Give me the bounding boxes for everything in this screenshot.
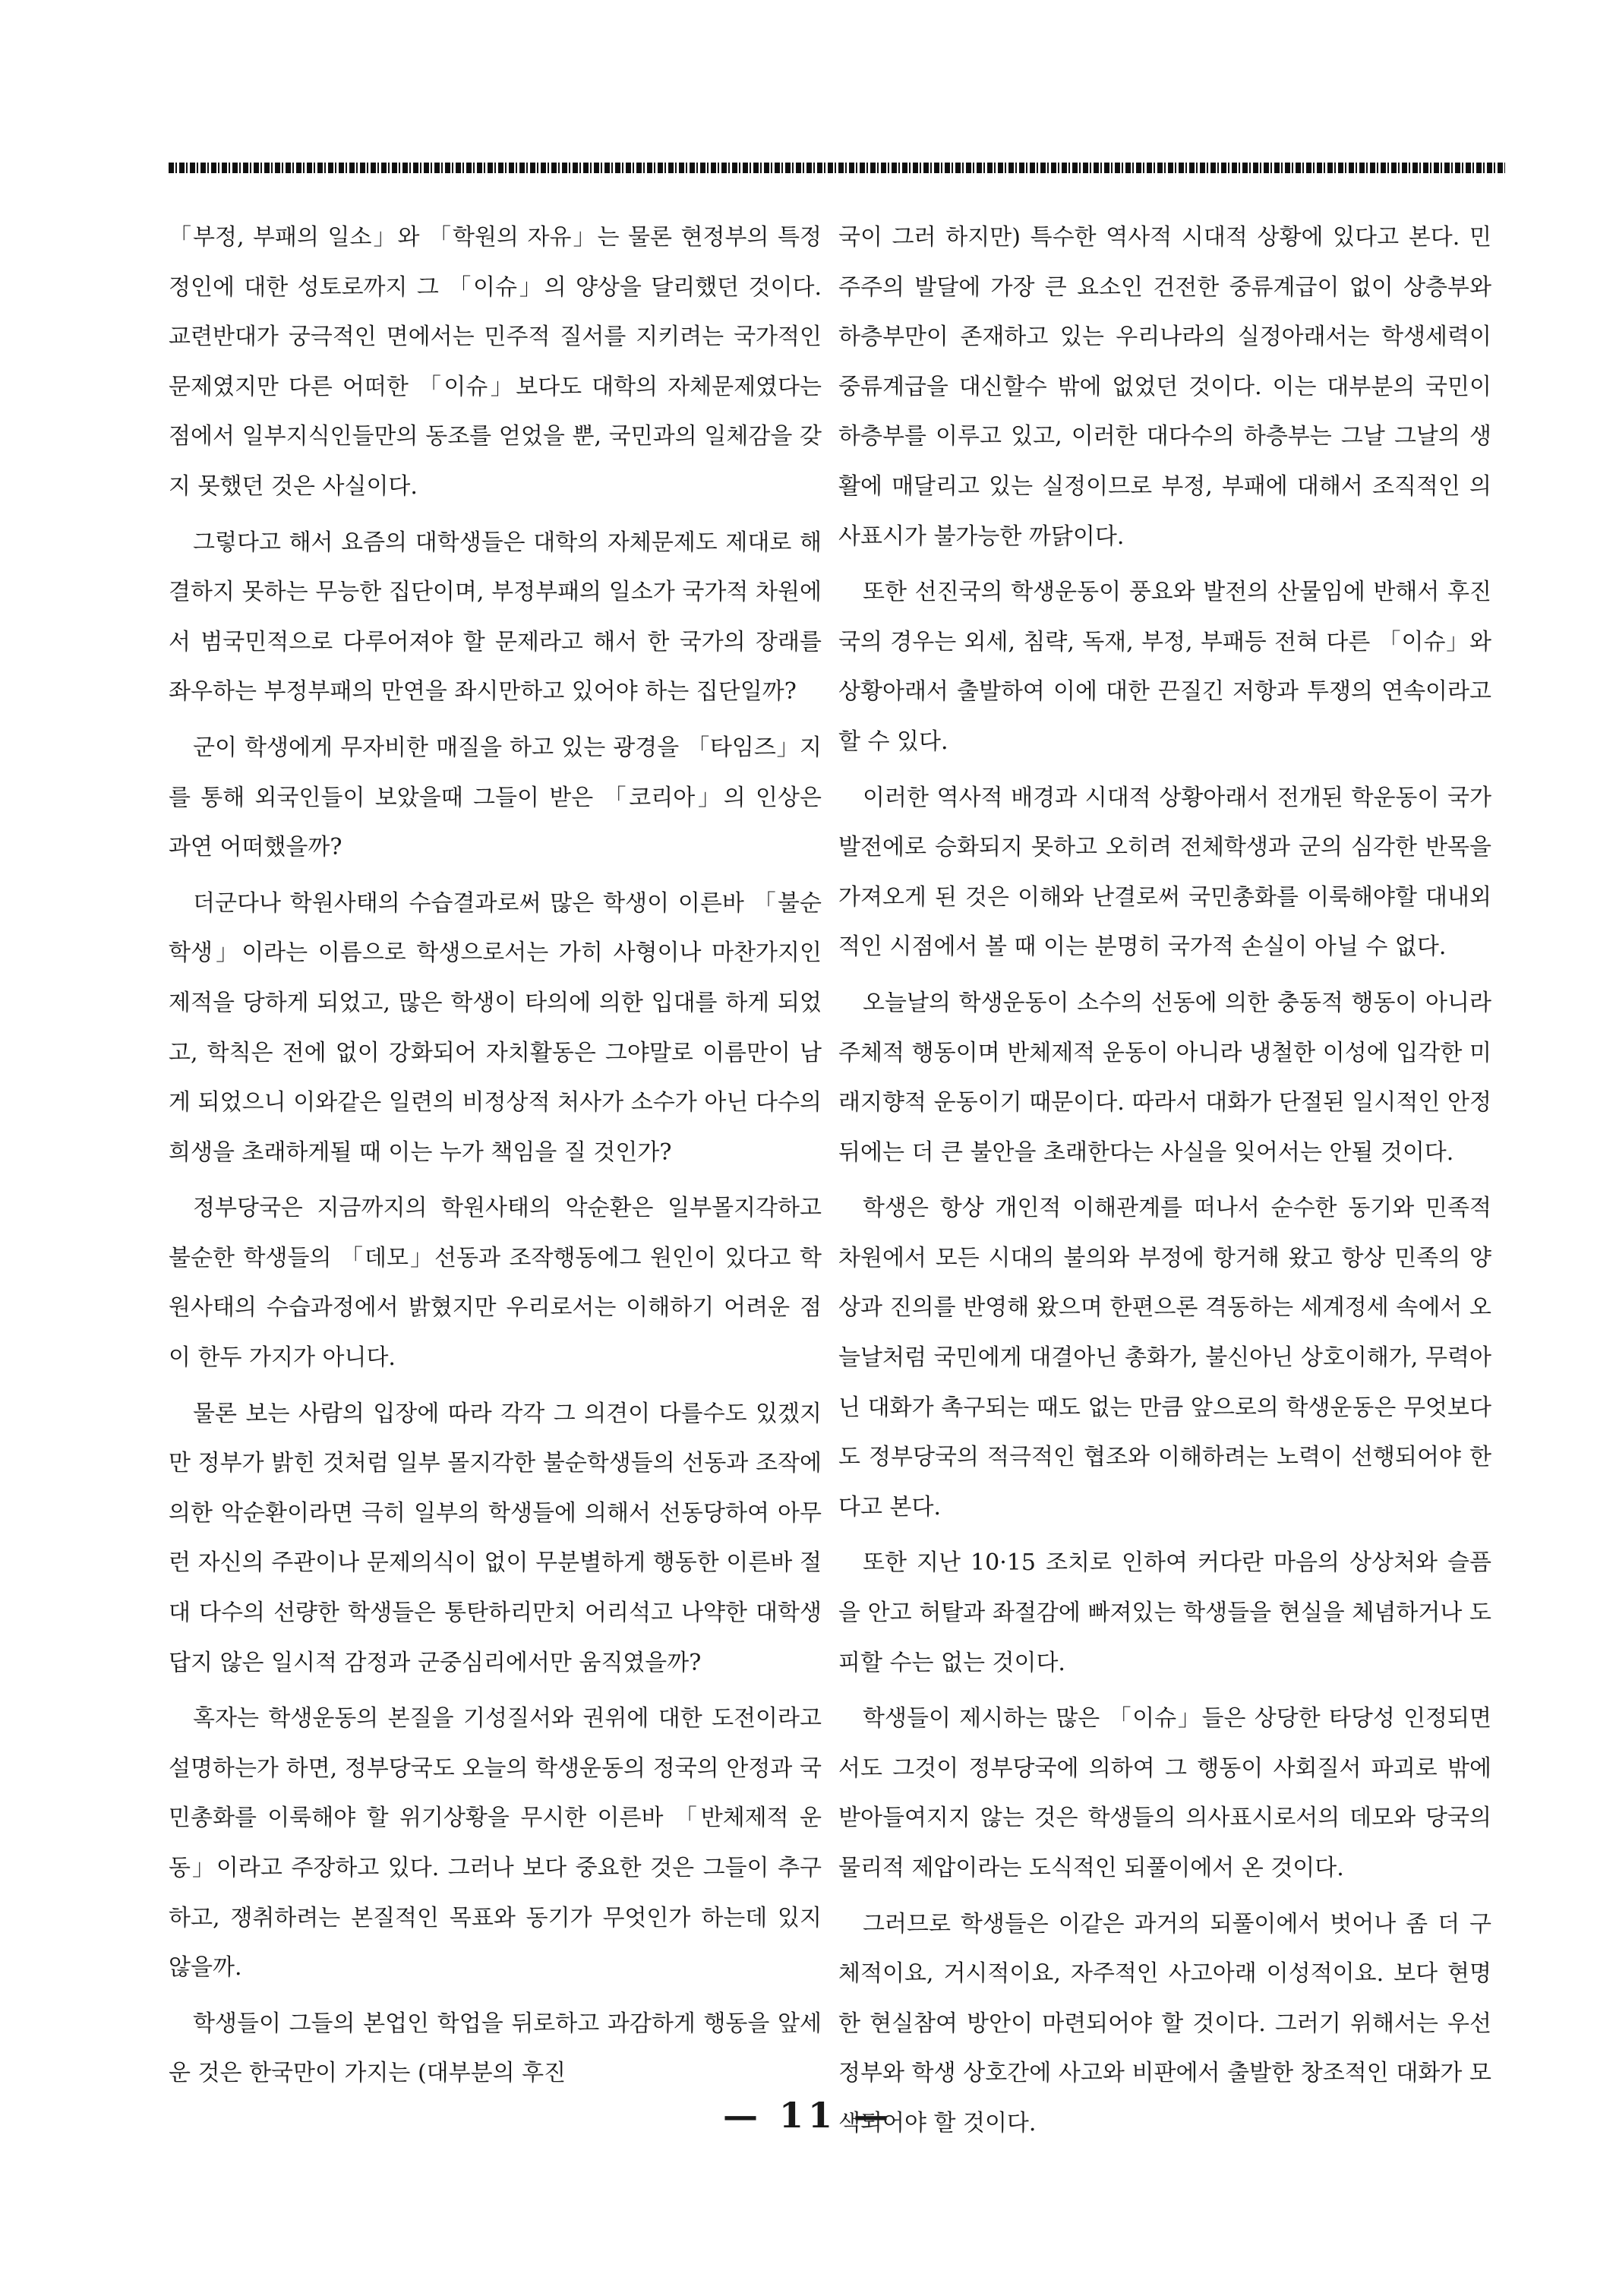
paragraph: 그러므로 학생들은 이같은 과거의 되풀이에서 벗어나 좀 더 구체적이요, 거시적이요, 자주적인 사고아래 이성적이요. 보다 현명한 현실참여 방안이 마련되어야 할 것이다. 그러기 위해서는 우선 정부와 학생 상호간에 사고와 비판에서 출발한 창조적인 대화가 모색되어야 할 것이다. (838, 1910, 1491, 2137)
top-rule (169, 163, 1505, 173)
paragraph: 이러한 역사적 배경과 시대적 상황아래서 전개된 학운동이 국가발전에로 승화되지 못하고 오히려 전체학생과 군의 심각한 반목을 가져오게 된 것은 이해와 난결로써 국민총화를 이룩해야할 대내외적인 시점에서 볼 때 이는 분명히 국가적 손실이 아닐 수 없다. (838, 784, 1491, 961)
paragraph: 학생들이 그들의 본업인 학업을 뒤로하고 과감하게 행동을 앞세운 것은 한국만이 가지는 (대부분의 후진 (169, 2010, 822, 2087)
paragraph: 군이 학생에게 무자비한 매질을 하고 있는 광경을 「타임즈」지를 통해 외국인들이 보았을때 그들이 받은 「코리아」의 인상은 과연 어떠했을까? (169, 734, 822, 861)
paragraph: 더군다나 학원사태의 수습결과로써 많은 학생이 이른바 「불순학생」이라는 이름으로 학생으로서는 가히 사형이나 마찬가지인 제적을 당하게 되었고, 많은 학생이 타의에 의한 입대를 하게 되었고, 학칙은 전에 없이 강화되어 자치활동은 그야말로 이름만이 남게 되었으니 이와같은 일련의 비정상적 처사가 소수가 아닌 다수의 희생을 초래하게될 때 이는 누가 책임을 질 것인가? (169, 889, 822, 1166)
left-column (169, 213, 822, 2105)
paragraph: 「부정, 부패의 일소」와 「학원의 자유」는 물론 현정부의 특정정인에 대한 성토로까지 그 「이슈」의 양상을 달리했던 것이다. 교련반대가 궁극적인 면에서는 민주적 질서를 지키려는 국가적인 문제였지만 다른 어떠한 「이슈」보다도 대학의 자체문제였다는 점에서 일부지식인들만의 동조를 얻었을 뿐, 국민과의 일체감을 갖지 못했던 것은 사실이다. (169, 224, 822, 500)
paragraph: 정부당국은 지금까지의 학원사태의 악순환은 일부몰지각하고 불순한 학생들의 「데모」선동과 조작행동에그 원인이 있다고 학원사태의 수습과정에서 밝혔지만 우리로서는 이해하기 어려운 점이 한두 가지가 아니다. (169, 1195, 822, 1372)
paragraph: 학생들이 제시하는 많은 「이슈」들은 상당한 타당성 인정되면서도 그것이 정부당국에 의하여 그 행동이 사회질서 파괴로 밖에 받아들여지지 않는 것은 학생들의 의사표시로서의 데모와 당국의 물리적 제압이라는 도식적인 되풀이에서 온 것이다. (838, 1705, 1491, 1881)
paragraph: 그렇다고 해서 요즘의 대학생들은 대학의 자체문제도 제대로 해결하지 못하는 무능한 집단이며, 부정부패의 일소가 국가적 차원에서 범국민적으로 다루어져야 할 문제라고 해서 한 국가의 장래를 좌우하는 부정부패의 만연을 좌시만하고 있어야 하는 집단일까? (169, 529, 822, 706)
paragraph: 학생은 항상 개인적 이해관계를 떠나서 순수한 동기와 민족적 차원에서 모든 시대의 불의와 부정에 항거해 왔고 항상 민족의 양상과 진의를 반영해 왔으며 한편으론 격동하는 세계정세 속에서 오늘날처럼 국민에게 대결아닌 총화가, 불신아닌 상호이해가, 무력아닌 대화가 촉구되는 때도 없는 만큼 앞으로의 학생운동은 무엇보다도 정부당국의 적극적인 협조와 이해하려는 노력이 선행되어야 한다고 본다. (838, 1195, 1491, 1521)
page-number: — 11 — (722, 2095, 894, 2136)
paragraph: 혹자는 학생운동의 본질을 기성질서와 권위에 대한 도전이라고 설명하는가 하면, 정부당국도 오늘의 학생운동의 정국의 안정과 국민총화를 이룩해야 할 위기상황을 무시한 이른바 「반체제적 운동」이라고 주장하고 있다. 그러나 보다 중요한 것은 그들이 추구하고, 쟁취하려는 본질적인 목표와 동기가 무엇인가 하는데 있지 않을까. (169, 1705, 822, 1982)
paragraph: 국이 그러 하지만) 특수한 역사적 시대적 상황에 있다고 본다. 민주주의 발달에 가장 큰 요소인 건전한 중류계급이 없이 상층부와 하층부만이 존재하고 있는 우리나라의 실정아래서는 학생세력이 중류계급을 대신할수 밖에 없었던 것이다. 이는 대부분의 국민이 하층부를 이루고 있고, 이러한 대다수의 하층부는 그날 그날의 생활에 매달리고 있는 실정이므로 부정, 부패에 대해서 조직적인 의사표시가 불가능한 까닭이다. (838, 224, 1491, 550)
right-column (838, 213, 1491, 2155)
paragraph: 또한 지난 10·15 조치로 인하여 커다란 마음의 상상처와 슬픔을 안고 허탈과 좌절감에 빠져있는 학생들을 현실을 체념하거나 도피할 수는 없는 것이다. (838, 1549, 1491, 1676)
paragraph: 오늘날의 학생운동이 소수의 선동에 의한 충동적 행동이 아니라 주체적 행동이며 반체제적 운동이 아니라 냉철한 이성에 입각한 미래지향적 운동이기 때문이다. 따라서 대화가 단절된 일시적인 안정 뒤에는 더 큰 불안을 초래한다는 사실을 잊어서는 안될 것이다. (838, 989, 1491, 1166)
paragraph: 물론 보는 사람의 입장에 따라 각각 그 의견이 다를수도 있겠지만 정부가 밝힌 것처럼 일부 몰지각한 불순학생들의 선동과 조작에 의한 악순환이라면 극히 일부의 학생들에 의해서 선동당하여 아무런 자신의 주관이나 문제의식이 없이 무분별하게 행동한 이른바 절대 다수의 선량한 학생들은 통탄하리만치 어리석고 나약한 대학생답지 않은 일시적 감정과 군중심리에서만 움직였을까? (169, 1400, 822, 1676)
paragraph: 또한 선진국의 학생운동이 풍요와 발전의 산물임에 반해서 후진국의 경우는 외세, 침략, 독재, 부정, 부패등 전혀 다른 「이슈」와 상황아래서 출발하여 이에 대한 끈질긴 저항과 투쟁의 연속이라고 할 수 있다. (838, 579, 1491, 755)
